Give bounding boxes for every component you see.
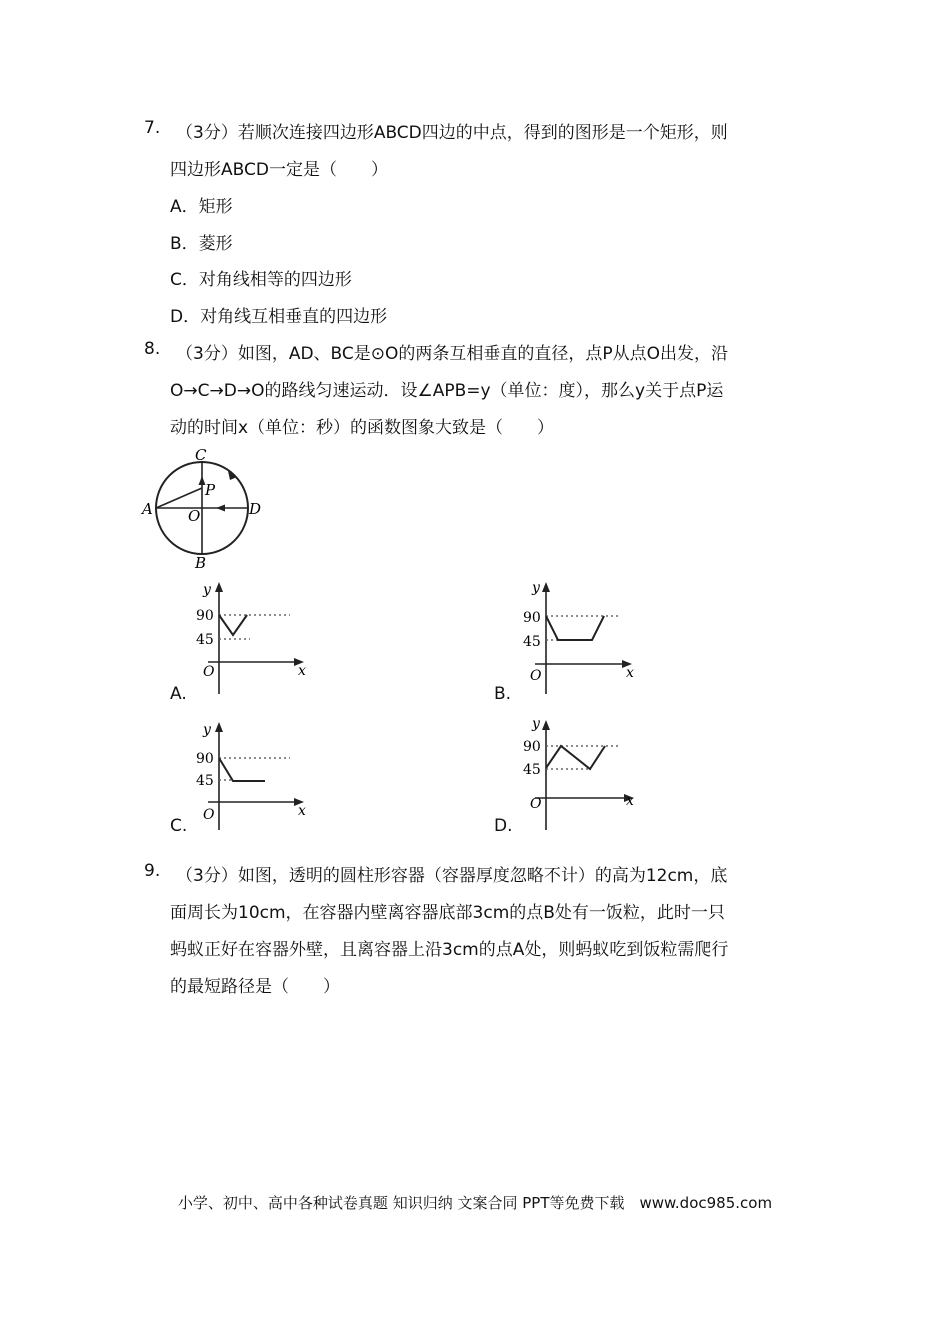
q8-option-a-label: A. <box>170 684 187 704</box>
q8-stem-line1: （3分）如图，AD、BC是⊙O的两条互相垂直的直径，点P从点O出发，沿 <box>176 344 729 364</box>
q8-number: 8. <box>144 339 161 359</box>
graph-d-tick-90: 90 <box>523 739 541 755</box>
graph-d <box>520 714 650 832</box>
q7-option-b: B．菱形 <box>170 234 233 254</box>
label-b: B <box>195 554 207 572</box>
graph-b <box>520 578 650 696</box>
q7-stem-line1: （3分）若顺次连接四边形ABCD四边的中点，得到的图形是一个矩形，则 <box>176 123 728 143</box>
graph-a-origin: O <box>203 664 215 680</box>
q7-option-d: D．对角线互相垂直的四边形 <box>170 307 388 327</box>
label-c: C <box>195 446 207 464</box>
page-footer: 小学、初中、高中各种试卷真题 知识归纳 文案合同 PPT等免费下载 www.doc985.com <box>177 1194 773 1212</box>
graph-b-tick-90: 90 <box>523 610 541 626</box>
graph-d-tick-45: 45 <box>523 762 541 778</box>
q7-stem-line2: 四边形ABCD一定是（ ） <box>170 160 388 180</box>
q9-stem-line3: 蚂蚁正好在容器外壁，且离容器上沿3cm的点A处，则蚂蚁吃到饭粒需爬行 <box>170 940 729 960</box>
q9-number: 9. <box>144 861 161 881</box>
q7-number: 7. <box>144 118 161 138</box>
graph-b-tick-45: 45 <box>523 634 541 650</box>
graph-a-tick-45: 45 <box>196 632 214 648</box>
graph-b-origin: O <box>530 668 542 684</box>
graph-c-tick-90: 90 <box>196 751 214 767</box>
q8-option-d-label: D. <box>494 816 513 836</box>
q7-option-a: A．矩形 <box>170 197 233 217</box>
label-o: O <box>188 507 201 525</box>
graph-a-y-label: y <box>203 582 211 598</box>
q9-stem-line2: 面周长为10cm，在容器内壁离容器底部3cm的点B处有一饭粒，此时一只 <box>170 903 725 923</box>
graph-d-x-label: x <box>626 793 634 809</box>
graph-c <box>190 714 320 832</box>
q7-option-c: C．对角线相等的四边形 <box>170 270 352 290</box>
label-d: D <box>249 500 262 518</box>
graph-d-origin: O <box>530 796 542 812</box>
graph-c-origin: O <box>203 807 215 823</box>
label-p: P <box>205 481 216 499</box>
graph-d-y-label: y <box>532 716 540 732</box>
graph-b-x-label: x <box>626 665 634 681</box>
q8-stem-line3: 动的时间x（单位：秒）的函数图象大致是（ ） <box>170 418 555 438</box>
q9-stem-line1: （3分）如图，透明的圆柱形容器（容器厚度忽略不计）的高为12cm，底 <box>176 866 728 886</box>
label-a: A <box>142 500 153 518</box>
graph-c-y-label: y <box>203 722 211 738</box>
q8-option-b-label: B. <box>494 684 512 704</box>
graph-c-tick-45: 45 <box>196 773 214 789</box>
graph-a-x-label: x <box>298 663 306 679</box>
q8-option-c-label: C. <box>170 816 188 836</box>
graph-a-tick-90: 90 <box>196 608 214 624</box>
circle-figure <box>138 444 268 574</box>
graph-b-y-label: y <box>532 580 540 596</box>
graph-a <box>190 578 320 696</box>
graph-c-x-label: x <box>298 803 306 819</box>
q9-stem-line4: 的最短路径是（ ） <box>170 977 340 997</box>
q8-stem-line2: O→C→D→O的路线匀速运动．设∠APB=y（单位：度），那么y关于点P运 <box>170 381 724 401</box>
